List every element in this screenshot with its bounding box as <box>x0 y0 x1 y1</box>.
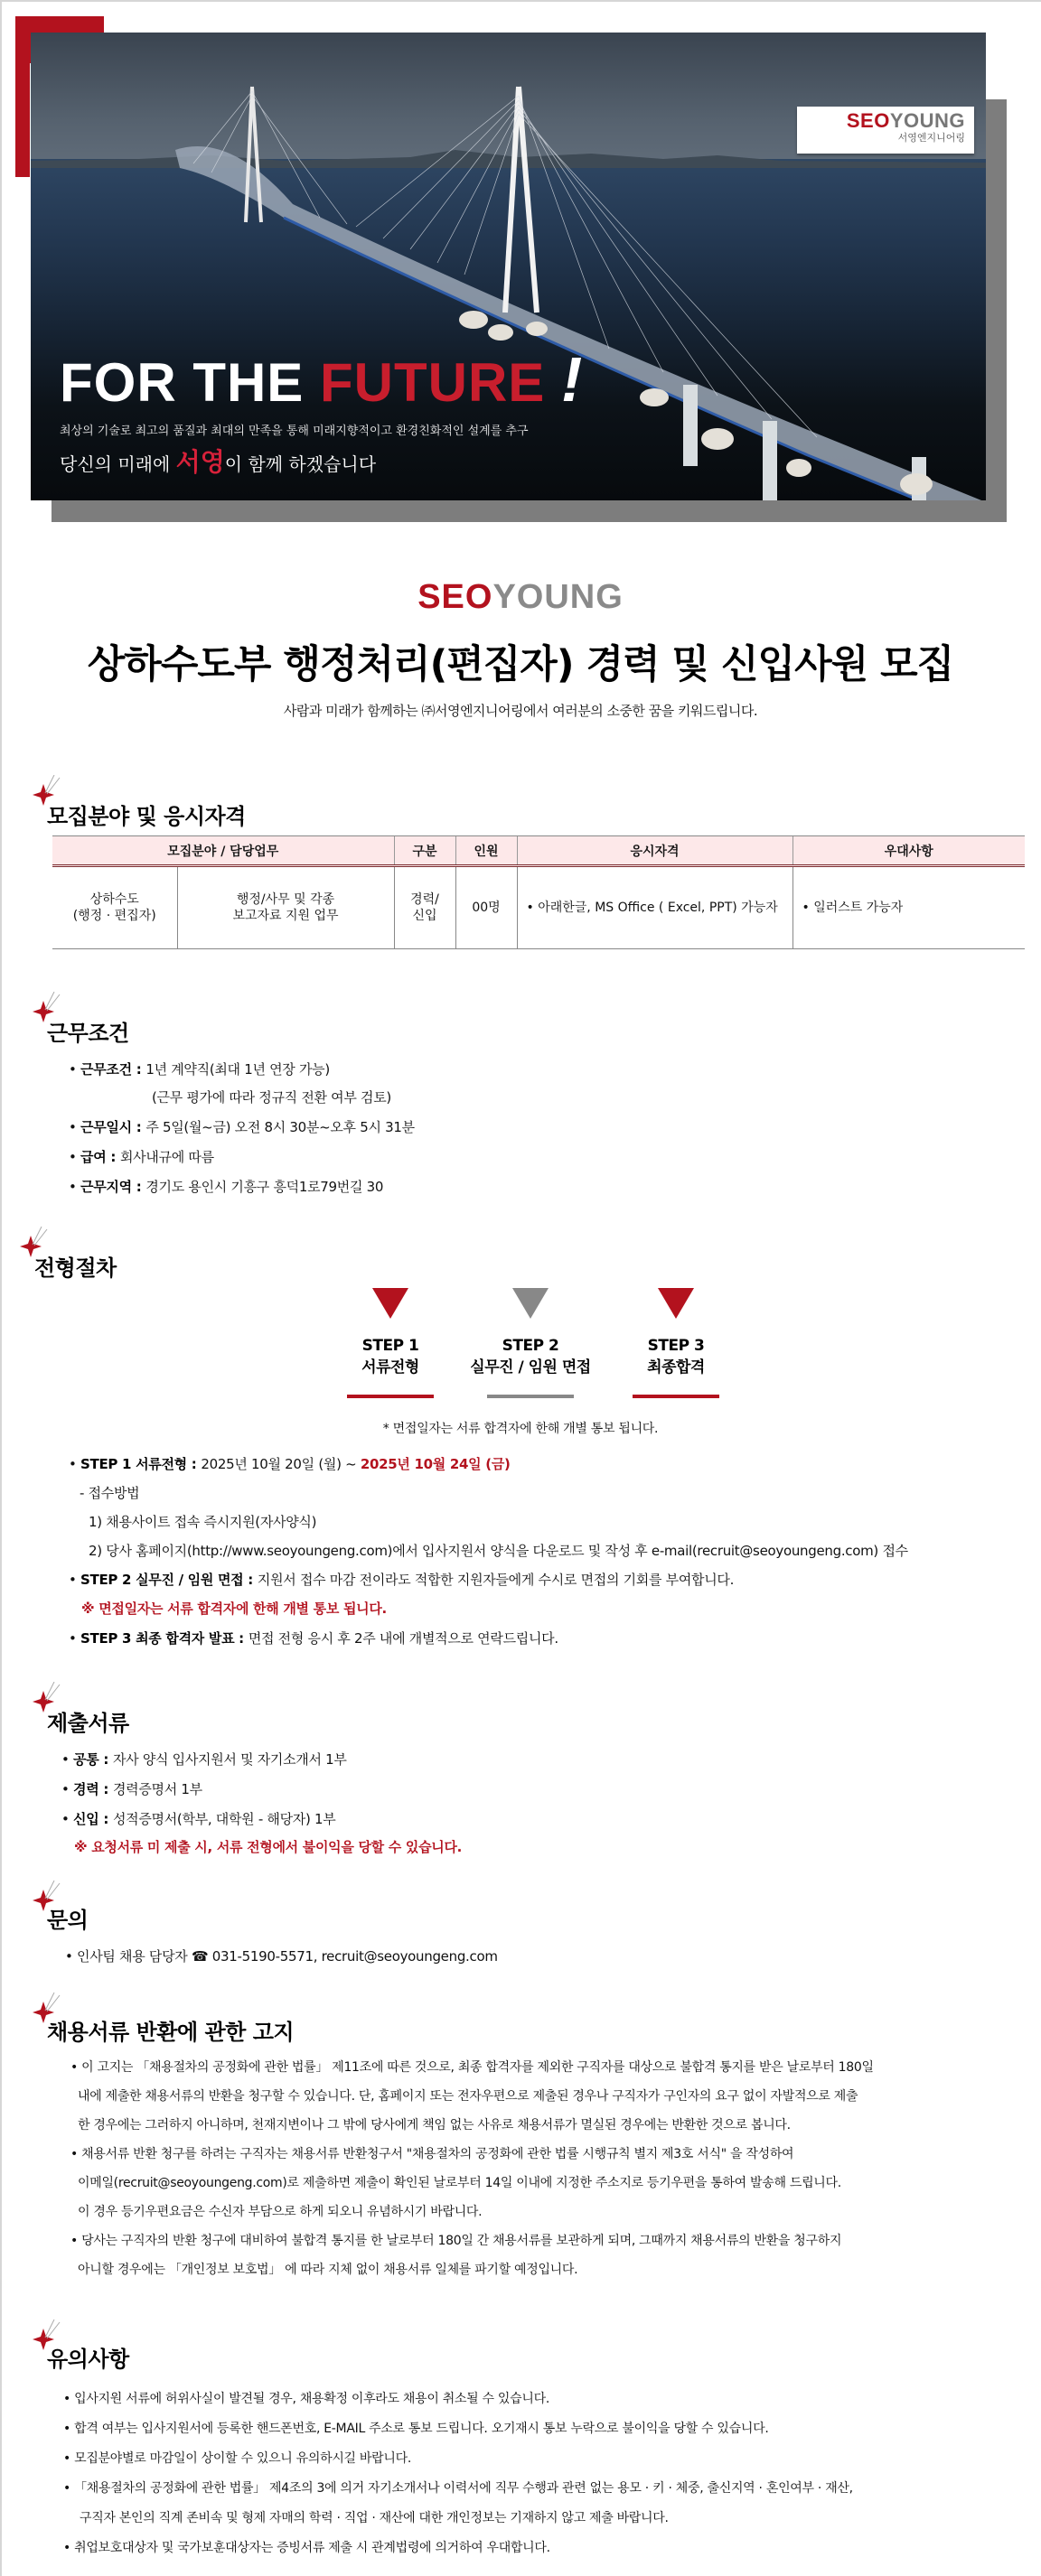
caution-line: • 입사지원 서류에 허위사실이 발견될 경우, 채용확정 이후라도 채용이 취소될 수 있습니다. <box>63 2392 549 2406</box>
down-triangle-icon <box>372 1288 408 1319</box>
cell-preferred: • 일러스트 가능자 <box>792 866 1025 949</box>
caution-line: • 「채용절차의 공정화에 관한 법률」 제4조의 3에 의거 자기소개서나 이력서에 직무 수행과 관련 없는 용모 · 키 · 체중, 출신지역 · 혼인여부 · 재산, <box>63 2481 853 2496</box>
return-notice-line: • 당사는 구직자의 반환 청구에 대비하여 불합격 통지를 한 날로부터 180일 간 채용서류를 보관하게 되며, 그때까지 채용서류의 반환을 청구하지 <box>70 2234 842 2248</box>
section-heading-return-notice: 채용서류 반환에 관한 고지 <box>47 2020 295 2045</box>
brand-logo: SEOYOUNG <box>417 578 624 616</box>
section-heading-contact: 문의 <box>47 1908 89 1933</box>
condition-item-hours: • 근무일시 : 주 5일(월~금) 오전 8시 30분~오후 5시 31분 <box>69 1119 415 1135</box>
page-subtitle: 사람과 미래가 함께하는 ㈜서영엔지니어링에서 여러분의 소중한 꿈을 키워드립니다. <box>283 703 758 719</box>
header-qualification: 응시자격 <box>517 836 792 866</box>
document-item-common: • 공통 : 자사 양식 입사지원서 및 자기소개서 1부 <box>61 1751 347 1768</box>
step-2: STEP 2 실무진 / 임원 면접 <box>485 1288 576 1398</box>
step-underline <box>347 1395 434 1398</box>
down-triangle-icon <box>512 1288 549 1319</box>
documents-warning: ※ 요청서류 미 제출 시, 서류 전형에서 불이익을 당할 수 있습니다. <box>74 1839 463 1855</box>
process-method-2: 2) 당사 홈페이지(http://www.seoyoungeng.com)에서 입사지원서 양식을 다운로드 및 작성 후 e-mail(recruit@seoyoungeng.com) 접수 <box>89 1543 908 1559</box>
caution-line: 구직자 본인의 직계 존비속 및 형제 자매의 학력 · 직업 · 재산에 대한 개인정보는 기재하지 않고 제출 바랍니다. <box>80 2511 669 2525</box>
process-step2-note: ※ 면접일자는 서류 합격자에 한해 개별 통보 됩니다. <box>81 1601 387 1617</box>
contact-info[interactable]: • 인사팀 채용 담당자 ☎ 031-5190-5571, recruit@seoyoungeng.com <box>65 1948 498 1965</box>
condition-item-contract-note: (근무 평가에 따라 정규직 전환 여부 검토) <box>152 1089 391 1106</box>
hero-logo-wordmark: SEOYOUNG <box>846 109 965 132</box>
process-method-1: 1) 채용사이트 접속 즉시지원(자사양식) <box>89 1514 317 1530</box>
cell-count: 00명 <box>455 866 517 949</box>
header-type: 구분 <box>394 836 455 866</box>
section-heading-documents: 제출서류 <box>47 1711 129 1736</box>
hero-banner <box>0 0 1041 533</box>
process-step3-line: • STEP 3 최종 합격자 발표 : 면접 전형 응시 후 2주 내에 개별적으로 연락드립니다. <box>69 1630 558 1647</box>
section-heading-cautions: 유의사항 <box>47 2347 129 2372</box>
process-step2-line: • STEP 2 실무진 / 임원 면접 : 지원서 접수 마감 전이라도 적합한 지원자들에게 수시로 면접의 기회를 부여합니다. <box>69 1572 735 1588</box>
return-notice-line: 이 경우 등기우편요금은 수신자 부담으로 하게 되오니 유념하시기 바랍니다. <box>78 2205 483 2219</box>
return-notice-line: 한 경우에는 그러하지 아니하며, 천재지변이나 그 밖에 당사에게 책임 없는 사유로 채용서류가 멸실된 경우에는 반환한 것으로 봅니다. <box>78 2118 791 2133</box>
hero-headline: FOR THE FUTURE ! <box>60 344 584 415</box>
step-1: STEP 1 서류전형 <box>345 1288 436 1398</box>
return-notice-line: 아니할 경우에는 「개인정보 보호법」 에 따라 지체 없이 채용서류 일체를 파기할 예정입니다. <box>78 2263 578 2277</box>
step-underline <box>633 1395 719 1398</box>
header-preferred: 우대사항 <box>792 836 1025 866</box>
condition-item-location: • 근무지역 : 경기도 용인시 기흥구 흥덕1로79번길 30 <box>69 1179 384 1195</box>
process-step1-line: • STEP 1 서류전형 : 2025년 10월 20일 (월) ~ 2025년 10월 24일 (금) <box>69 1456 511 1472</box>
document-item-experienced: • 경력 : 경력증명서 1부 <box>61 1781 202 1797</box>
page-title: 상하수도부 행정처리(편집자) 경력 및 신입사원 모집 <box>87 642 954 687</box>
process-method-heading: - 접수방법 <box>80 1485 140 1501</box>
return-notice-line: 이메일(recruit@seoyoungeng.com)로 제출하면 제출이 확인된 날로부터 14일 이내에 지정한 주소지로 등기우편을 통하여 발송해 드립니다. <box>78 2176 841 2190</box>
cell-type: 경력/ 신입 <box>394 866 455 949</box>
step-3: STEP 3 최종합격 <box>631 1288 721 1398</box>
header-count: 인원 <box>455 836 517 866</box>
condition-item-contract: • 근무조건 : 1년 계약직(최대 1년 연장 가능) <box>69 1061 330 1078</box>
down-triangle-icon <box>658 1288 694 1319</box>
document-item-new-grad: • 신입 : 성적증명서(학부, 대학원 - 해당자) 1부 <box>61 1811 336 1827</box>
cell-duty: 행정/사무 및 각종 보고자료 지원 업무 <box>177 866 394 949</box>
hero-logo <box>797 107 974 154</box>
return-notice-line: 내에 제출한 채용서류의 반환을 청구할 수 있습니다. 단, 홈페이지 또는 전자우편으로 제출된 경우나 구직자가 구인자의 요구 없이 자발적으로 제출 <box>78 2089 858 2104</box>
hero-tagline: 최상의 기술로 최고의 품질과 최대의 만족을 통해 미래지향적이고 환경친화적인 설계를 추구 <box>60 425 529 438</box>
interview-notice: * 면접일자는 서류 합격자에 한해 개별 통보 됩니다. <box>382 1422 659 1436</box>
header-field-duty: 모집분야 / 담당업무 <box>52 836 394 866</box>
section-heading-conditions: 근무조건 <box>47 1021 129 1046</box>
recruitment-table <box>52 835 1025 949</box>
caution-line: • 취업보호대상자 및 국가보훈대상자는 증빙서류 제출 시 관계법령에 의거하여 우대합니다. <box>63 2541 550 2555</box>
hero-slogan: 당신의 미래에 서영이 함께 하겠습니다 <box>60 447 377 477</box>
condition-item-salary: • 급여 : 회사내규에 따름 <box>69 1149 214 1165</box>
return-notice-line: • 채용서류 반환 청구를 하려는 구직자는 채용서류 반환청구서 "채용절차의 공정화에 관한 법률 시행규칙 별지 제3호 서식" 을 작성하여 <box>70 2147 794 2161</box>
section-heading-field: 모집분야 및 응시자격 <box>47 804 246 829</box>
step-underline <box>487 1395 574 1398</box>
table-row <box>52 866 1025 949</box>
section-heading-process: 전형절차 <box>34 1255 117 1281</box>
cell-field: 상하수도 (행정 · 편집자) <box>52 866 177 949</box>
return-notice-line: • 이 고지는 「채용절차의 공정화에 관한 법률」 제11조에 따른 것으로, 최종 합격자를 제외한 구직자를 대상으로 불합격 통지를 받은 날로부터 180일 <box>70 2060 874 2075</box>
table-header-row <box>52 836 1025 866</box>
hero-logo-subtitle: 서영엔지니어링 <box>897 132 965 144</box>
caution-line: • 합격 여부는 입사지원서에 등록한 핸드폰번호, E-MAIL 주소로 통보 드립니다. 오기재시 통보 누락으로 불이익을 당할 수 있습니다. <box>63 2422 769 2436</box>
cell-qualification: • 아래한글, MS Office ( Excel, PPT) 가능자 <box>517 866 792 949</box>
caution-line: • 모집분야별로 마감일이 상이할 수 있으니 유의하시길 바랍니다. <box>63 2451 411 2466</box>
